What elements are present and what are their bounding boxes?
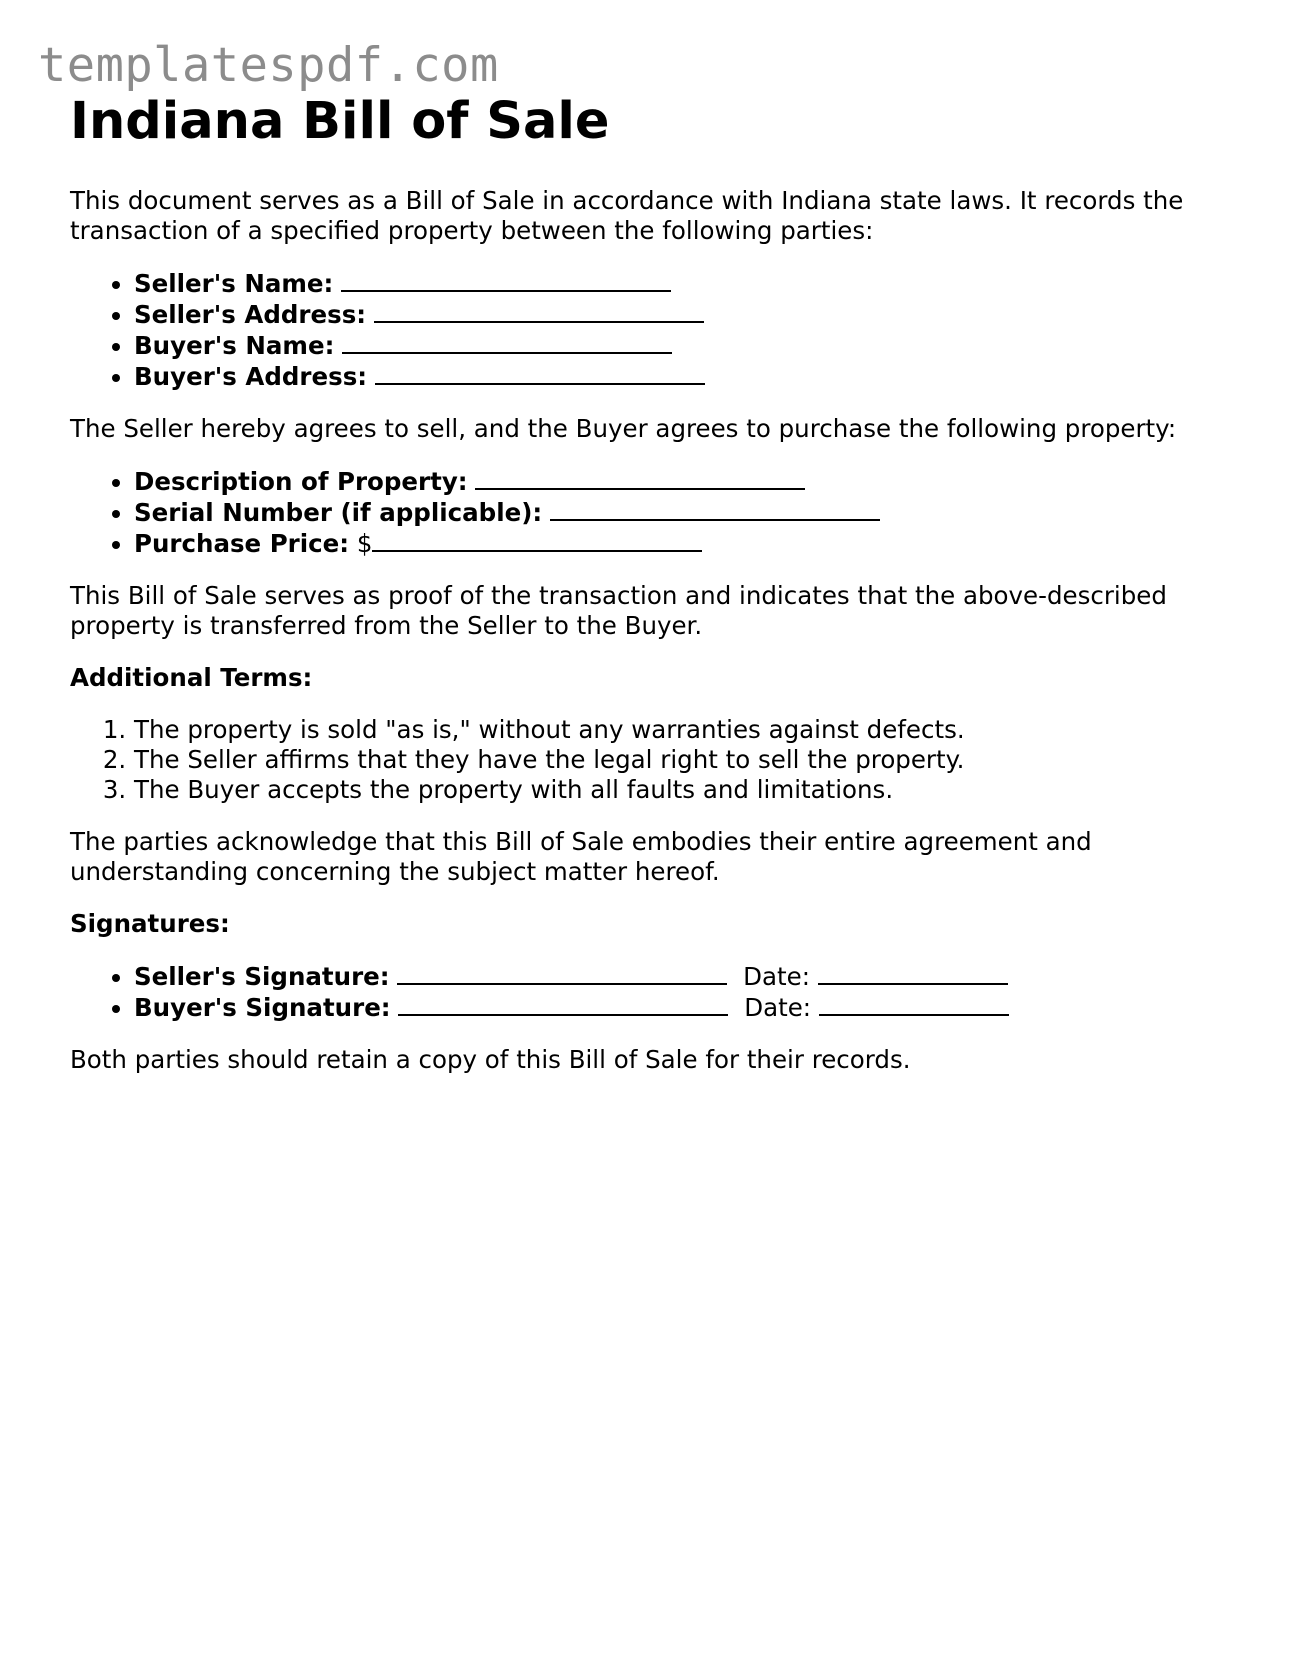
agreement-paragraph: The Seller hereby agrees to sell, and the Buyer agrees to purchase the following property: xyxy=(70,414,1177,443)
seller-name-field[interactable] xyxy=(341,268,671,292)
list-item xyxy=(134,497,1230,528)
list-item xyxy=(134,466,1230,497)
seller-date-field[interactable] xyxy=(818,961,1008,985)
list-item: 2. The Seller affirms that they have the legal right to sell the property. xyxy=(134,745,1230,775)
list-item xyxy=(134,299,1230,330)
purchase-price-field[interactable] xyxy=(372,528,702,552)
currency-symbol: $ xyxy=(356,529,373,558)
proof-paragraph: This Bill of Sale serves as proof of the transaction and indicates that the above-described property is transferred from the Seller to the Buyer. xyxy=(70,581,1167,640)
intro-paragraph: This document serves as a Bill of Sale in accordance with Indiana state laws. It records the transaction of a specified property between the following parties: xyxy=(70,186,1184,245)
document-body xyxy=(70,88,1230,1075)
list-item: 1. The property is sold "as is," without any warranties against defects. xyxy=(134,715,1230,745)
list-item xyxy=(134,992,1230,1023)
buyer-signature-label: Buyer's Signature: xyxy=(134,993,391,1022)
watermark: templatespdf.com xyxy=(38,38,499,93)
property-list xyxy=(70,466,1230,559)
list-item xyxy=(134,361,1230,392)
serial-number-label: Serial Number (if applicable): xyxy=(134,498,543,527)
seller-signature-field[interactable] xyxy=(397,961,727,985)
signatures-heading: Signatures: xyxy=(70,909,230,938)
additional-terms-heading: Additional Terms: xyxy=(70,663,313,692)
property-description-label: Description of Property: xyxy=(134,467,468,496)
buyer-date-field[interactable] xyxy=(819,992,1009,1016)
acknowledge-paragraph: The parties acknowledge that this Bill of Sale embodies their entire agreement and understanding concerning the subject matter hereof. xyxy=(70,827,1092,886)
buyer-date-label: Date: xyxy=(744,993,812,1022)
buyer-name-field[interactable] xyxy=(342,330,672,354)
seller-date-label: Date: xyxy=(743,962,810,991)
buyer-address-label: Buyer's Address: xyxy=(134,362,368,391)
footer-paragraph: Both parties should retain a copy of this Bill of Sale for their records. xyxy=(70,1045,911,1074)
list-item xyxy=(134,330,1230,361)
parties-list xyxy=(70,268,1230,392)
buyer-signature-field[interactable] xyxy=(398,992,728,1016)
property-description-field[interactable] xyxy=(475,466,805,490)
buyer-name-label: Buyer's Name: xyxy=(134,331,335,360)
seller-address-label: Seller's Address: xyxy=(134,300,367,329)
seller-signature-label: Seller's Signature: xyxy=(134,962,390,991)
list-item xyxy=(134,961,1230,992)
document-title: Indiana Bill of Sale xyxy=(70,92,610,151)
list-item xyxy=(134,268,1230,299)
signatures-list xyxy=(70,961,1230,1023)
additional-terms-list xyxy=(70,715,1230,805)
seller-address-field[interactable] xyxy=(374,299,704,323)
purchase-price-label: Purchase Price: xyxy=(134,529,350,558)
list-item: 3. The Buyer accepts the property with all faults and limitations. xyxy=(134,775,1230,805)
list-item xyxy=(134,528,1230,559)
seller-name-label: Seller's Name: xyxy=(134,269,334,298)
buyer-address-field[interactable] xyxy=(375,361,705,385)
serial-number-field[interactable] xyxy=(550,497,880,521)
